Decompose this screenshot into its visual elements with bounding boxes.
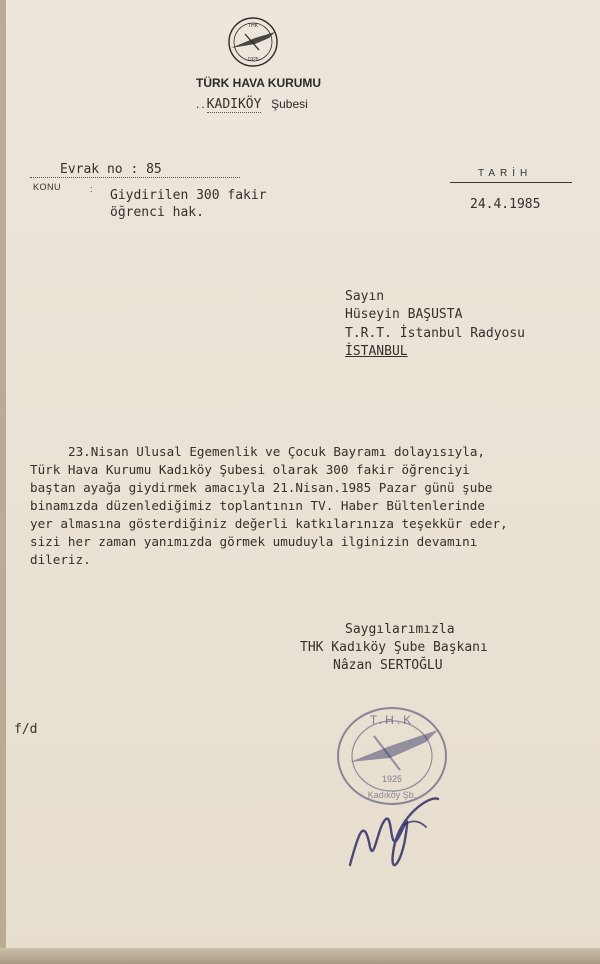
closing-name: Nâzan SERTOĞLU (333, 658, 443, 673)
date-value: 24.4.1985 (470, 197, 541, 212)
body-line-5: yer almasına gösterdiğiniz değerli katkılarınıza teşekkür eder, (30, 516, 508, 531)
org-name: TÜRK HAVA KURUMU (196, 76, 322, 90)
paper-left-edge (0, 0, 6, 964)
body-line-4: binamızda düzenlediğimiz toplantının TV. Haber Bültenlerinde (30, 498, 485, 513)
body-line-6: sizi her zaman yanımızda görmek umuduyla ilginizin devamını (30, 534, 478, 549)
recipient-salutation: Sayın (345, 289, 385, 304)
date-label: TARİH (478, 168, 533, 179)
body-line-3: baştan ayağa giydirmek amacıyla 21.Nisan.1985 Pazar günü şube (30, 480, 493, 495)
typist-initials: f/d (14, 722, 38, 737)
body-line-1: 23.Nisan Ulusal Egemenlik ve Çocuk Bayramı dolayısıyla, (68, 444, 486, 459)
stamp-bottom-text: Kadıköy Şb. (367, 790, 417, 800)
body-line-7: dileriz. (30, 552, 91, 567)
date-rule (450, 182, 572, 183)
branch-line: ..KADIKÖY Şubesi (196, 97, 308, 112)
logo-year-text: 1925 (247, 57, 259, 63)
logo-top-text: THK (248, 23, 258, 29)
recipient-organization: T.R.T. İstanbul Radyosu (345, 326, 526, 341)
stamp-year: 1925 (381, 774, 403, 784)
paper-bottom-edge (0, 948, 600, 964)
subject-line-2: öğrenci hak. (110, 205, 204, 220)
thk-logo-icon (225, 14, 281, 70)
body-line-2: Türk Hava Kurumu Kadıköy Şubesi olarak 300 fakir öğrenciyi (30, 462, 470, 477)
evrak-label: Evrak no : (60, 162, 139, 177)
evrak-number: 85 (146, 162, 162, 177)
closing-regards: Saygılarımızla (345, 622, 455, 637)
stamp-top-text: T.H.K (369, 713, 415, 727)
closing-title: THK Kadıköy Şube Başkanı (300, 640, 488, 655)
branch-suffix: Şubesi (271, 97, 308, 111)
evrak-line (30, 162, 240, 178)
subject-line-1: Giydirilen 300 fakir (110, 188, 267, 203)
recipient-city: İSTANBUL (345, 344, 408, 359)
recipient-name: Hüseyin BAŞUSTA (345, 307, 463, 322)
branch-name: KADIKÖY (206, 97, 262, 112)
signature-icon (340, 775, 450, 885)
konu-label: KONU (33, 182, 62, 192)
konu-colon: : (90, 184, 94, 194)
